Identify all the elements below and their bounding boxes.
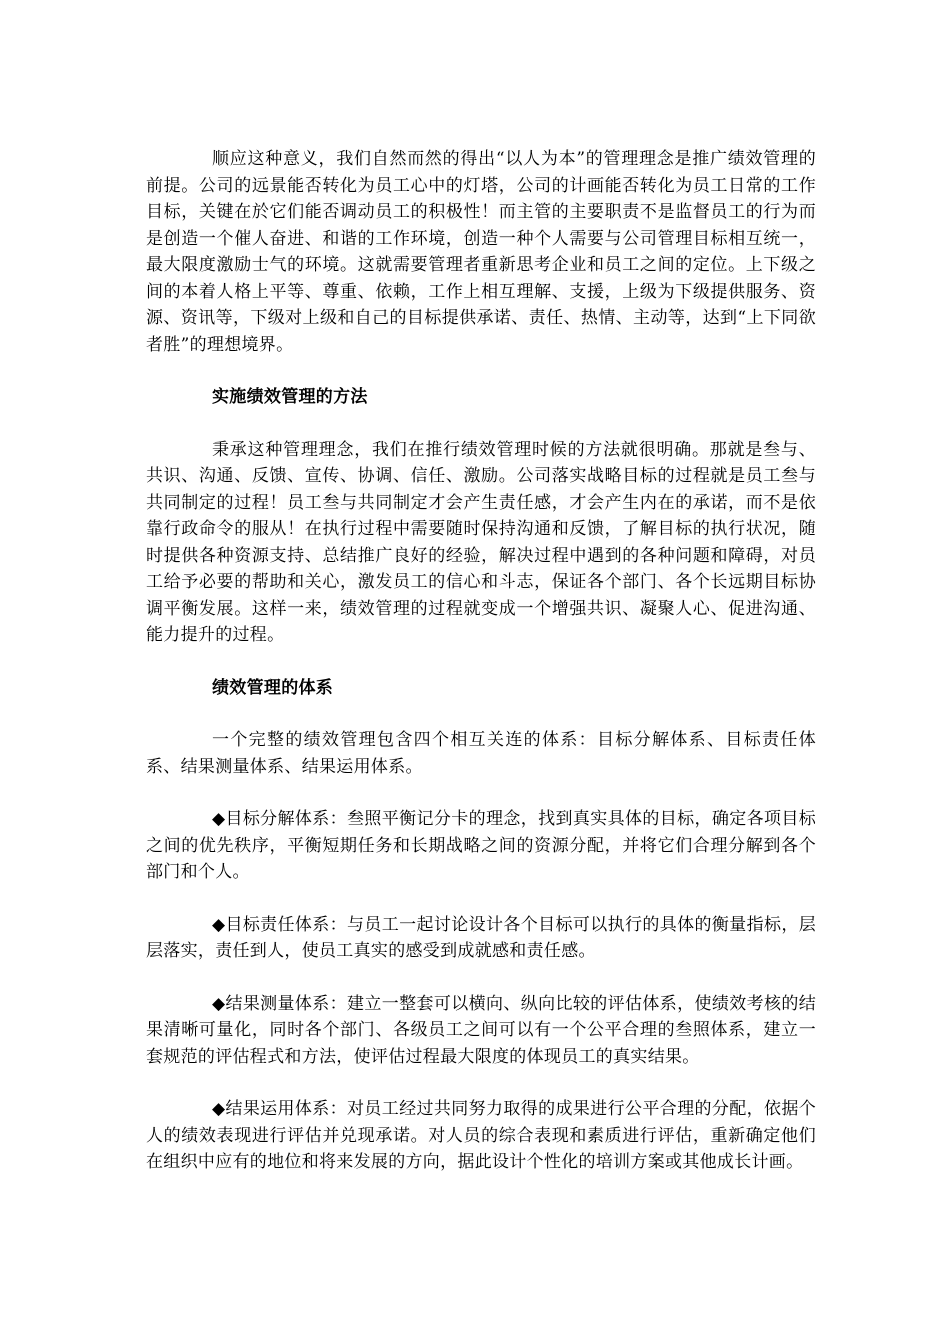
spacer [146, 1070, 816, 1096]
methods-paragraph: 秉承这种管理理念，我们在推行绩效管理时候的方法就很明确。那就是叁与、共识、沟通、反馈、宣传、协调、信任、激励。公司落实战略目标的过程就是员工叁与共同制定的过程！员工叁与共同制定才会产生责任感，才会产生内在的承诺，而不是依靠行政命令的服从！在执行过程中需要随时保持沟通和反馈，了解目标的执行状况，随时提供各种资源支持、总结推广良好的经验，解决过程中遇到的各种问题和障碍，对员工给予必要的帮助和关心，激发员工的信心和斗志，保证各个部门、各个长远期目标协调平衡发展。这样一来，绩效管理的过程就变成一个增强共识、凝聚人心、促进沟通、能力提升的过程。 [146, 439, 816, 645]
section-heading-system: 绩效管理的体系 [212, 677, 334, 698]
bullet-target-responsibility: ◆目标责任体系：与员工一起讨论设计各个目标可以执行的具体的衡量指标，层层落实，责任到人，使员工真实的感受到成就感和责任感。 [146, 914, 816, 961]
spacer [146, 886, 816, 912]
system-overview-paragraph: 一个完整的绩效管理包含四个相互关连的体系：目标分解体系、目标责任体系、结果测量体系、结果运用体系。 [146, 730, 816, 777]
spacer [146, 649, 816, 675]
spacer [146, 411, 816, 437]
bullet-result-application: ◆结果运用体系：对员工经过共同努力取得的成果进行公平合理的分配，依据个人的绩效表现进行评估并兑现承诺。对人员的综合表现和素质进行评估，重新确定他们在组织中应有的地位和将来发展的方向，据此设计个性化的培训方案或其他成长计画。 [146, 1099, 816, 1172]
spacer [146, 701, 816, 727]
intro-paragraph: 顺应这种意义，我们自然而然的得出“以人为本”的管理理念是推广绩效管理的前提。公司的远景能否转化为员工心中的灯塔，公司的计画能否转化为员工日常的工作目标，关键在於它们能否调动员工的积极性！而主管的主要职责不是监督员工的行为而是创造一个催人奋进、和谐的工作环境，创造一种个人需要与公司管理目标相互统一，最大限度激励士气的环境。这就需要管理者重新思考企业和员工之间的定位。上下级之间的本着人格上平等、尊重、依赖，工作上相互理解、支援，上级为下级提供服务、资源、资讯等，下级对上级和自己的目标提供承诺、责任、热情、主动等，达到“上下同欲者胜”的理想境界。 [146, 149, 816, 355]
spacer [146, 780, 816, 806]
section-heading-methods: 实施绩效管理的方法 [212, 387, 368, 407]
document-body [146, 146, 816, 1176]
bullet-target-decomposition: ◆目标分解体系：叁照平衡记分卡的理念，找到真实具体的目标，确定各项目标之间的优先秩序，平衡短期任务和长期战略之间的资源分配，并将它们合理分解到各个部门和个人。 [146, 809, 816, 882]
spacer [146, 358, 816, 384]
bullet-result-measurement: ◆结果测量体系：建立一整套可以横向、纵向比较的评估体系，使绩效考核的结果清晰可量化，同时各个部门、各级员工之间可以有一个公平合理的叁照体系，建立一套规范的评估程式和方法，使评估过程最大限度的体现员工的真实结果。 [146, 993, 816, 1067]
spacer [146, 965, 816, 991]
